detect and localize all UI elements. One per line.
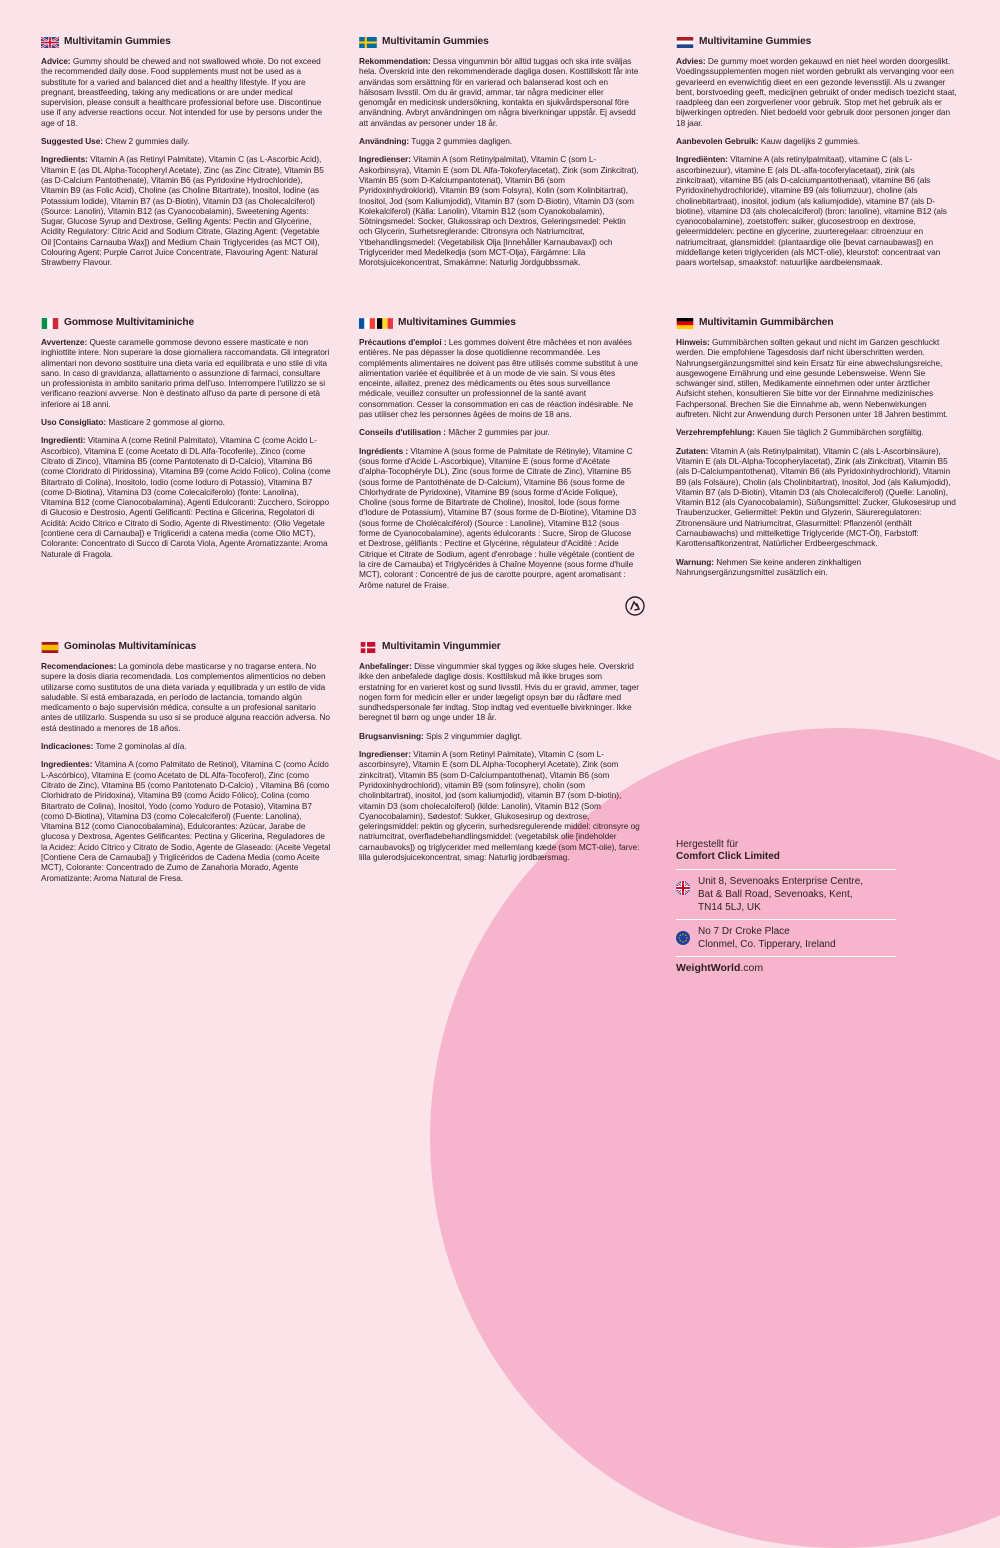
paragraph-text: Gummibärchen sollten gekaut und nicht im Ganzen geschluckt werden. Die empfohlene Tagesdosis darf nicht überschritten werden. Nahrungsergänzungsmittel sind kein Ersatz für eine abwechslungsreiche, ausgewogene Ernährung und eine gesunde Lebensweise. Wenn Sie schwanger sind, stillen, Medikamente einnehmen oder unter ärztlicher Aufsicht stehen, konsultieren Sie bitte vor der Einnahme medizinisches Fachpersonal. Brechen Sie die Einnahme ab, wenn Nebenwirkungen auftreten. Nicht zur Anwendung durch Personen unter 18 Jahren bestimmt.: [676, 337, 948, 420]
uk-address-lines: [698, 875, 863, 914]
address-line: No 7 Dr Croke Place: [698, 926, 790, 937]
section-title: Multivitamin Gummibärchen: [699, 317, 834, 329]
paragraph-text: Les gommes doivent être mâchées et non avalées entières. Ne pas dépasser la dose quotidienne recommandée. Les compléments alimentaires ne doivent pas être utilisés comme substitut à une alimentation variée et équilibrée et à un mode de vie sain. Si vous êtes enceinte, allaitez, prenez des médicaments ou êtes sous surveillance médicale, veuillez consulter un professionnel de la santé avant consommation. Cesser la consommation en cas de réaction indésirable. Ne pas utiliser chez les personnes âgées de moins de 18 ans.: [359, 337, 638, 420]
address-line: Bat & Ball Road, Sevenoaks, Kent,: [698, 889, 853, 900]
spain-flag-icon: [41, 642, 59, 653]
paragraph-text: Dessa vingummin bör alltid tuggas och ska inte sväljas hela. Överskrid inte den rekommenderade dagliga dosen. Kosttillskott får inte användas som ersättning för en varierad och balanserad kost och en hälsosam livsstil. Om du är gravid, ammar, tar några mediciner eller genomgår en medicinsk undersökning, kontakta en sjukvårdspersonal före användning. Avbryt användningen om några biverkningar uppstår. Ej avsedd att användas av personer under 18 år.: [359, 56, 639, 128]
manufacturer-name: Comfort Click Limited: [676, 851, 780, 862]
paragraph-label: Uso Consigliato:: [41, 417, 107, 428]
paragraph-text: Vitamin A (als Retinylpalmitat), Vitamin C (als L-Ascorbinsäure), Vitamin E (als DL-Alpha-Tocopherylacetat), Zink (als Zinkcitrat), Vitamin B5 (als D-Calciumpantothenat), Vitamin B6 (als Pyridoxinhydrochlorid), Vitamin B9 (als Folsäure), Cholin (als Cholinbitartrat), Inositol, Jod (als Kaliumjodid), Vitamin B7 (als D-Biotin), Vitamin D3 (als Cholecalciferol) (Quelle: Lanolin), Vitamin B12 (als Cyanocobalamin), Süßungsmittel: Zucker, Glukosesirup und Traubenzucker, Geliermittel: Pektin und Glyzerin, Säureregulatoren: Zitronensäure und Natriumcitrat, Glasurmittel: Pflanzenöl (enthält Carnaubawachs) und mittelkettige Triglyceride (MCT-Öl), Farbstoff: Karottensaftkonzentrat, Natürlicher Erdbeergeschmack.: [676, 445, 956, 549]
section-title: Multivitamin Gummies: [382, 36, 489, 48]
section-title: Multivitamines Gummies: [398, 317, 516, 329]
section-header: [359, 318, 640, 329]
manufacturer-heading: Hergestellt für: [676, 839, 739, 850]
section-paragraph: [41, 56, 331, 128]
section-paragraph: [359, 136, 640, 146]
section-swedish: [359, 37, 640, 276]
section-paragraph: [359, 337, 640, 419]
brand-domain: .com: [740, 962, 764, 974]
section-danish: [359, 642, 640, 870]
paragraph-text: Vitamine A (als retinylpalmitaat), vitamine C (als L-ascorbinezuur), vitamine E (als DL-alfa-tocoferylacetaat), zink (als zinkcitraat), vitamine B5 (als D-calciumpantothenaat), vitamine B6 (als Pyridoxinehydrochloride), vitamine B9 (als foliumzuur), choline (als cholinebitartraat), inositol, jodium (als kaliumjodide), vitamine B7 (als D-biotine), vitamine D3 (als cholecalciferol) (bron: lanoline), vitamine B12 (als cyanocobalamine), zoetstoffen: suiker, glucosestroop en dextrose, geleermiddelen: pectine en glycerine, zuurteregelaar: citroenzuur en natriumcitraat, glansmiddel: (plantaardige olie [bevat carnaubawas]) en middellange keten triglyceriden (als MCT-olie), kleurstof: concentraat van paars wortelsap, smaakstof: natuurlijke aardbeiensmaak.: [676, 154, 947, 268]
paragraph-text: Tugga 2 gummies dagligen.: [409, 136, 513, 147]
uk-address: [676, 869, 896, 919]
sweden-flag-icon: [359, 37, 377, 48]
paragraph-label: Conseils d'utilisation :: [359, 427, 446, 438]
section-paragraph: [359, 661, 640, 723]
paragraph-text: Gummy should be chewed and not swallowed whole. Do not exceed the recommended daily dose. Food supplements must not be used as a substitute for a varied and balanced diet and a healthy lifestyle. If you are pregnant, breastfeeding, taking any medications or are under medical supervision, please consult a healthcare professional before use. Discontinue use if any adverse reactions occur. Not intended for use by persons under the age of 18.: [41, 56, 323, 128]
section-body: [359, 56, 640, 268]
section-paragraph: [41, 661, 331, 733]
paragraph-label: Advies:: [676, 56, 706, 66]
section-english: [41, 37, 331, 276]
section-paragraph: [41, 417, 331, 427]
belgium-flag-icon: [377, 318, 393, 329]
paragraph-label: Ingredienser:: [359, 154, 411, 165]
paragraph-label: Warnung:: [676, 556, 715, 567]
section-header: [359, 37, 640, 48]
section-paragraph: [41, 435, 331, 559]
section-title: Gommose Multivitaminiche: [64, 317, 195, 329]
paragraph-label: Ingrédients :: [359, 445, 409, 456]
section-italian: [41, 318, 331, 567]
uk-flag-icon: [41, 37, 59, 48]
paragraph-text: Nehmen Sie keine anderen zinkhaltigen Nahrungsergänzungsmittel zusätzlich ein.: [676, 556, 862, 577]
denmark-flag-icon: [359, 642, 377, 653]
paragraph-text: Vitamine A (sous forme de Palmitate de Rétinyle), Vitamine C (sous forme d'Acide L-Ascorbique), Vitamine E (sous forme d'Acétate d'alpha-Tocophéryle DL), Zinc (sous forme de Citrate de Zinc), Vitamine B5 (sous forme de Pantothénate de D-Calcium), Vitamine B6 (sous forme de Chlorhydrate de Pyridoxine), Vitamine B9 (sous forme d'Acide Folique), Choline (sous forme de Bitartrate de Choline), Inositol, Iode (sous forme d'Iodure de Potassium), Vitamine B7 (sous forme de D-Biotine), Vitamine D3 (sous forme de Cholécalciférol) (Source : Lanoline), Vitamine B12 (sous forme de Cyanocobalamine), agents édulcorants : Sucre, Sirop de Glucose et Dextrose, gélifiants : Pectine et Glycérine, régulateur d'Acidité : Acide Citrique et Citrate de Sodium, agent d'enrobage : huile végétale (contient de la cire de Carnauba) et Triglycérides à Chaîne Moyenne (sous forme d'huile MCT), colorant : Concentré de jus de carotte pourpre, agent aromatisant : Arôme naturel de Fraise.: [359, 445, 637, 590]
brand-wordmark: [676, 956, 896, 974]
paragraph-label: Indicaciones:: [41, 741, 94, 752]
paragraph-label: Ingrediënten:: [676, 154, 728, 165]
section-paragraph: [676, 337, 958, 419]
paragraph-text: Disse vingummier skal tygges og ikke sluges hele. Overskrid ikke den anbefalede daglige dosis. Kosttilskud må ikke bruges som erstatning for en varieret kost og sund livsstil. Hvis du er gravid, ammer, tager nogen form for medicin eller er under lægeligt opsyn bør du rådføre med sundhedspersonale før indtag. Stop indtag ved eventuelle bivirkninger. Ikke beregnet til børn og unge under 18 år.: [359, 661, 640, 723]
section-header: [676, 318, 958, 329]
section-paragraph: [359, 56, 640, 128]
section-header: [359, 642, 640, 653]
paragraph-label: Ingredients:: [41, 154, 88, 165]
paragraph-label: Zutaten:: [676, 445, 709, 456]
section-body: [359, 337, 640, 590]
address-line: Clonmel, Co. Tipperary, Ireland: [698, 939, 836, 950]
paragraph-label: Recomendaciones:: [41, 661, 117, 671]
paragraph-text: Kauw dagelijks 2 gummies.: [758, 136, 861, 147]
section-paragraph: [676, 557, 958, 578]
paragraph-text: Chew 2 gummies daily.: [103, 136, 190, 147]
paragraph-text: Tome 2 gominolas al día.: [93, 741, 187, 752]
section-paragraph: [676, 154, 958, 267]
section-french: [359, 318, 640, 598]
paragraph-label: Anbefalinger:: [359, 661, 412, 671]
section-body: [676, 337, 958, 577]
section-paragraph: [41, 136, 331, 146]
paragraph-text: Kauen Sie täglich 2 Gummibärchen sorgfältig.: [754, 427, 924, 438]
section-body: [359, 661, 640, 862]
paragraph-label: Suggested Use:: [41, 136, 104, 147]
uk-flag-icon: [676, 881, 690, 895]
section-paragraph: [676, 56, 958, 128]
paragraph-label: Brugsanvisning:: [359, 730, 424, 741]
brand-name: WeightWorld: [676, 962, 741, 974]
paragraph-text: Vitamin A (som Retinyl Palmitate), Vitamin C (som L-ascorbinsyre), Vitamin E (som DL Alpha-Tocopheryl Acetate), Zink (som zinkcitrat), Vitamin B5 (som D-Calciumpantothenat), Vitamin B6 (som Pyridoxinhydrochlorid), vitamin B9 (som folinsyre), cholin (som cholinbitartrat), inositol, jod (som kaliumjodid), vitamin B7 (som D-biotin), vitamin D3 (som cholecalciferol) (kilde: Lanolin), Vitamin B12 (Som Cyanocobalamin), Sødestof: Sukker, Glukosesirup og dextrose, geleringsmiddel: pektin og glycerin, surhedsregulerende middel: citronsyre og natriumcitrat, overfladebehandlingsmiddel: (vegetabilsk olie [indeholder carnaubavoks]) og triglycerider med mellemlang kæde (som MCT-olie), farve: lilla gulerodsjuicekoncentrat, smag: Naturlig jordbærsmag.: [359, 749, 640, 863]
paragraph-label: Ingredientes:: [41, 759, 93, 770]
paragraph-text: Vitamin A (as Retinyl Palmitate), Vitamin C (as L-Ascorbic Acid), Vitamin E (as DL Alpha-Tocopheryl Acetate), Zinc (as Zinc Citrate), Vitamin B5 (as D-Calcium Pantothenate), Vitamin B6 (as Pyridoxine Hydrochloride), Vitamin B9 (as Folic Acid), Choline (as Choline Bitartrate), Inositol, Iodine (as Potassium Iodide), Vitamin B7 (as D-Biotin), Vitamin D3 (as Cholecalciferol) (Source: Lanolin), Vitamin B12 (as Cyanocobalamin), Sweetening Agents: Sugar, Glucose Syrup and Dextrose, Gelling Agents: Pectin and Glycerine, Acidity Regulatory: Citric Acid and Sodium Citrate, Glazing Agent: (Vegetable Oil [Contains Carnauba Wax]) and Medium Chain Triglycerides (as MCT Oil), Colouring Agent: Purple Carrot Juice Concentrate, Flavouring Agent: Natural Strawberry Flavour.: [41, 154, 324, 268]
paragraph-text: Vitamina A (come Retinil Palmitato), Vitamina C (come Acido L-Ascorbico), Vitamina E (come Acetato di DL Alfa-Tocoferile), Zinco (come Citrato di Zinco), Vitamina B5 (come Pantotenato di D-Calcio), Vitamina B6 (come Cloridrato di Piridossina), Vitamina B9 (come Acido Folico), Colina (come Bitartrato di Colina), Inositolo, Iodio (come Ioduro di Potassio), Vitamina B7 (come D-Biotina), Vitamina D3 (come Colecalciferolo) (fonte: Lanolina), Vitamina B12 (come Cianocobalamina), Agenti Edulcoranti: Zucchero, Sciroppo di Glucosio e Destrosio, Agenti Gelificanti: Pectina e Glicerina, Regolatori di Acidità: Acido Citrico e Citrato di Sodio, Agente di Rivestimento: (Olio Vegetale [contiene cera di Carnauba]) e Trigliceridi a catena media (come Olio MCT), Colorante: Concentrato di Succo di Carota Viola, Agente Aromatizzante: Aroma Naturale di Fragola.: [41, 435, 331, 559]
section-body: [41, 337, 331, 559]
section-spanish: [41, 642, 331, 891]
address-line: Unit 8, Sevenoaks Enterprise Centre,: [698, 876, 864, 887]
paragraph-text: Masticare 2 gommose al giorno.: [106, 417, 225, 428]
section-title: Multivitamin Vingummier: [382, 641, 501, 653]
paragraph-label: Rekommendation:: [359, 56, 431, 66]
section-paragraph: [41, 154, 331, 267]
section-title: Multivitamine Gummies: [699, 36, 812, 48]
section-paragraph: [676, 136, 958, 146]
italy-flag-icon: [41, 318, 59, 329]
paragraph-text: Vitamina A (como Palmitato de Retinol), Vitamina C (como Ácido L-Ascórbico), Vitamina E (como Acetato de DL Alfa-Tocoferol), Zinc (como Citrato de Zinc), Vitamina B5 (como Pantotenato D-Calcio) , Vitamina B6 (como Clorhidrato de Piridoxina), Vitamina B9 (como Ácido Fólico), Colina (como Bitartrato de Colina), Inositol, Yodo (como Yoduro de Potasio), Vitamina B7 (como D-Biotina), Vitamina D3 (como Colecalciferol) (Fuente: Lanolina), Vitamina B12 (como Cianocobalamina), Edulcorantes: Azúcar, Jarabe de glucosa y Dextrosa, Agentes Gelificantes: Pectina y Glicerina, Reguladores de la Acidez: Ácido Cítrico y Citrato de Sodio, Agente de Glaseado: (Aceite Vegetal [Contiene Cera de Carnauba]) y Triglicéridos de Cadena Media (como Aceite MCT), Colorante: Concentrado de Zumo de Zanahoria Morado, Agente Aromatizante: Aroma Natural de Fresa.: [41, 759, 331, 883]
section-header: [676, 37, 958, 48]
section-body: [676, 56, 958, 268]
section-paragraph: [359, 749, 640, 862]
paragraph-label: Advice:: [41, 56, 71, 66]
section-paragraph: [359, 154, 640, 267]
section-german: [676, 318, 958, 585]
section-header: [41, 642, 331, 653]
section-paragraph: [41, 759, 331, 883]
eu-flag-icon: [676, 931, 690, 945]
paragraph-text: Queste caramelle gommose devono essere masticate e non inghiottite intere. Non superare la dose giornaliera raccomandata. Gli integratori alimentari non devono sostituire una dieta varia ed equilibrata e uno stile di vita sano. In caso di gravidanza, allattamento o assunzione di farmaci, consultare un professionista in ambito sanitario prima dell'uso. Interrompere l'utilizzo se si verificano reazioni avverse. Non è destinato all'uso da parte di persone di età inferiore ai 18 anni.: [41, 337, 330, 409]
section-header: [41, 318, 331, 329]
paragraph-label: Ingredienser:: [359, 749, 411, 760]
germany-flag-icon: [676, 318, 694, 329]
section-dutch: [676, 37, 958, 276]
section-paragraph: [41, 741, 331, 751]
paragraph-label: Ingredienti:: [41, 435, 86, 446]
recycle-logo-icon: [625, 596, 645, 616]
section-paragraph: [676, 427, 958, 437]
address-line: TN14 5LJ, UK: [698, 902, 761, 913]
paragraph-label: Avvertenze:: [41, 337, 88, 347]
france-flag-icon: [359, 318, 375, 329]
section-header: [41, 37, 331, 48]
paragraph-text: La gominola debe masticarse y no tragarse entera. No supere la dosis diaria recomendada. Los complementos alimenticios no deben utilizarse como sustitutos de una dieta variada y equilibrada y un estilo de vida saludable. Si está embarazada, en período de lactancia, tomando algún medicamento o bajo supervisión médica, consulte a un profesional sanitario antes de utilizarlo. Suspenda su uso si se produce alguna reacción adversa. No está destinado a menores de 18 años.: [41, 661, 330, 733]
paragraph-text: Mâcher 2 gummies par jour.: [445, 427, 550, 438]
section-title: Gominolas Multivitamínicas: [64, 641, 197, 653]
section-paragraph: [41, 337, 331, 409]
paragraph-text: De gummy moet worden gekauwd en niet heel worden doorgeslikt. Voedingssupplementen mogen niet worden gebruikt als vervanging voor een gevarieerd en evenwichtig dieet en een gezonde levensstijl. Als u zwanger bent, borstvoeding geeft, medicijnen gebruikt of onder medisch toezicht staat, raadpleeg dan een zorgverlener voor gebruik. Stop met het gebruik als er bijwerkingen optreden. Niet bedoeld voor gebruik door personen jonger dan 18 jaar.: [676, 56, 957, 128]
manufacturer-block: [676, 839, 896, 974]
section-paragraph: [359, 427, 640, 437]
paragraph-text: Spis 2 vingummier dagligt.: [423, 730, 522, 741]
paragraph-label: Verzehrempfehlung:: [676, 427, 755, 438]
section-title: Multivitamin Gummies: [64, 36, 171, 48]
eu-address-lines: [698, 925, 836, 951]
paragraph-label: Hinweis:: [676, 337, 710, 347]
paragraph-label: Användning:: [359, 136, 410, 147]
paragraph-label: Aanbevolen Gebruik:: [676, 136, 759, 147]
section-paragraph: [359, 446, 640, 590]
section-paragraph: [676, 446, 958, 549]
section-paragraph: [359, 731, 640, 741]
netherlands-flag-icon: [676, 37, 694, 48]
eu-address: [676, 919, 896, 956]
section-body: [41, 661, 331, 883]
paragraph-label: Précautions d'emploi :: [359, 337, 447, 347]
section-body: [41, 56, 331, 268]
paragraph-text: Vitamin A (som Retinylpalmitat), Vitamin C (som L-Askorbinsyra), Vitamin E (som DL Alfa-Tokoferylacetat), Zink (som Zinkcitrat), Vitamin B5 (som D-Kalciumpantotenat), Vitamin B6 (som Pyridoxinhydroklorid), Vitamin B9 (som Folsyra), Kolin (som Kolinbitartrat), Inositol, Jod (som Kaliumjodid), Vitamin B7 (som D-Biotin), Vitamin D3 (som Kolekalciferol) (Källa: Lanolin), Vitamin B12 (som Cyanokobalamin), Sötningsmedel: Socker, Glukossirap och Dextros, Geleringsmedel: Pektin och Glycerin, Surhetsreglerande: Citronsyra och Natriumcitrat, Ytbehandlingsmedel: (Vegetabilisk Olja [Innehåller Karnaubavax]) och Triglycerider med Medelkedja (som MCT-Olja), Färgämne: Lila Morotsjuicekoncentrat, Smakämne: Naturlig Jordgubbssmak.: [359, 154, 639, 268]
